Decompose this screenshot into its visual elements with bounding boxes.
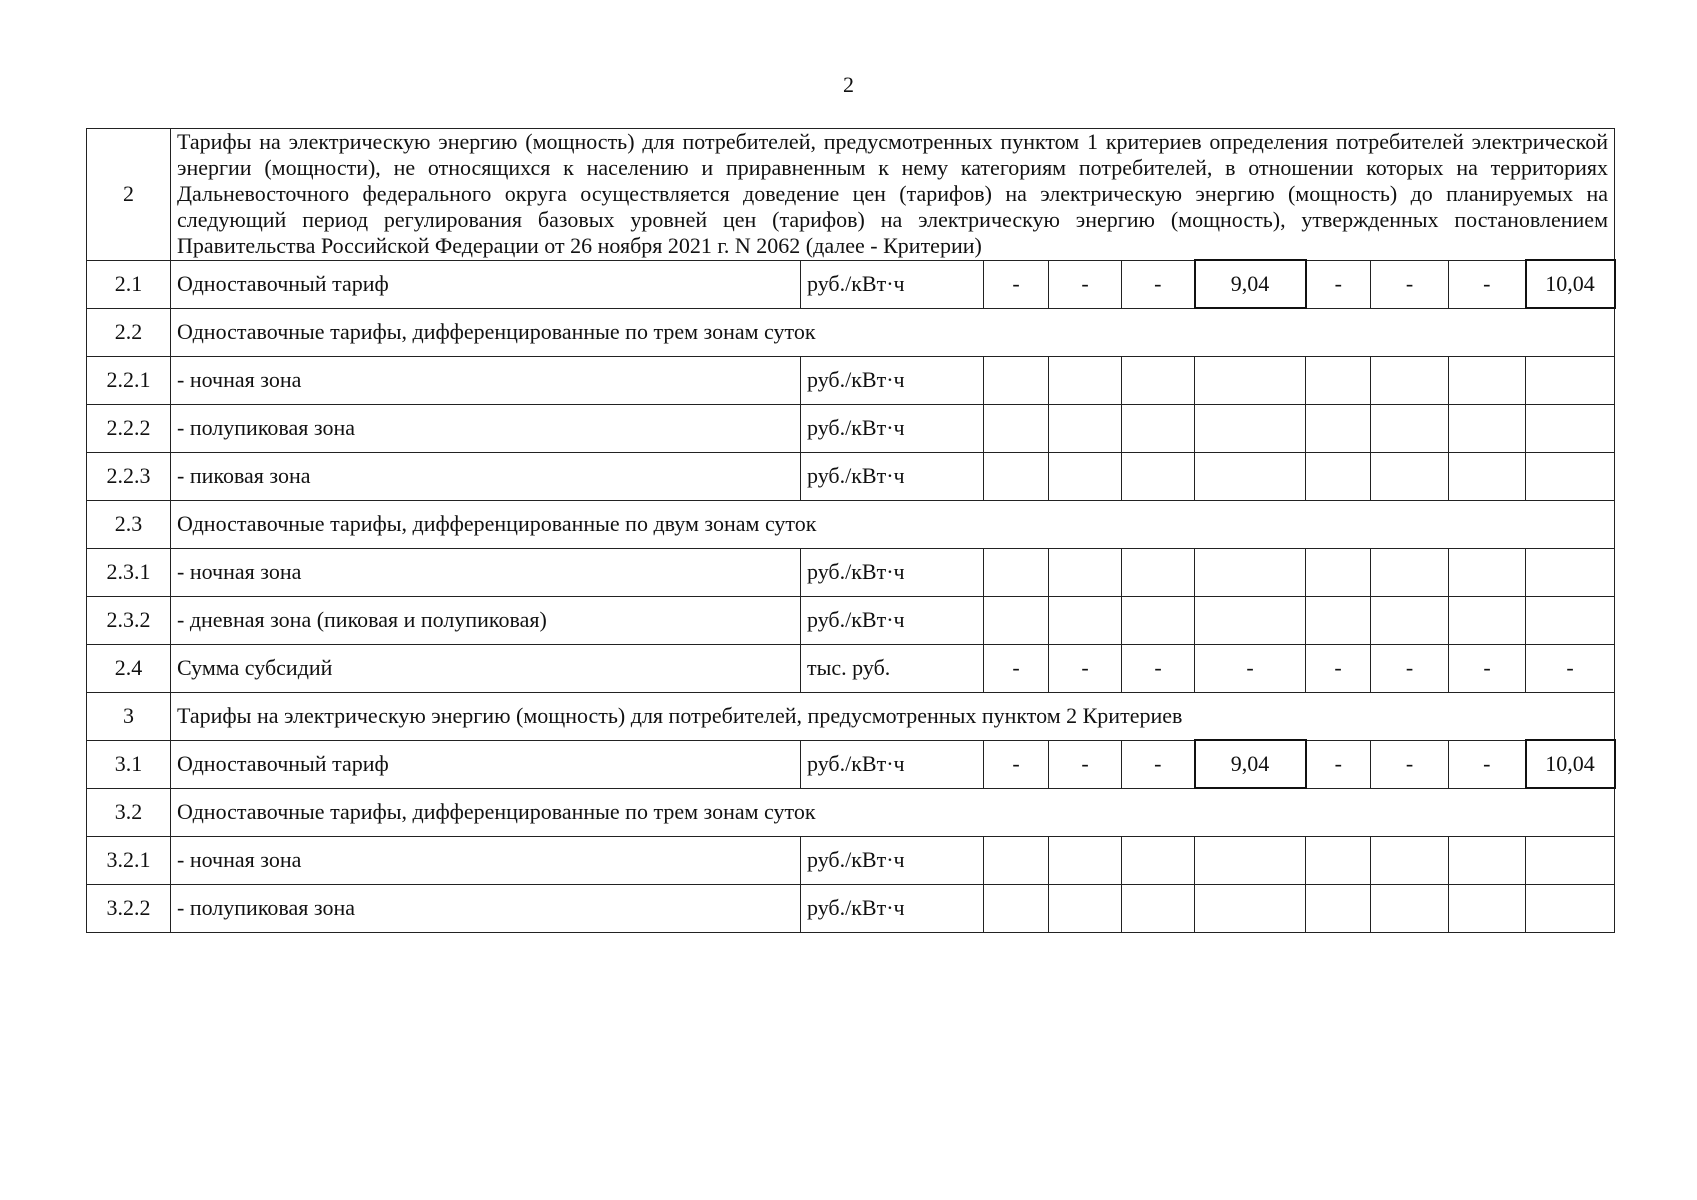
row-number: 2.2.1 [87,356,171,404]
section-heading: Одноставочные тарифы, дифференцированные по двум зонам суток [171,500,1615,548]
table-row [87,260,1615,308]
value-cell [1049,452,1122,500]
page-number: 2 [843,72,854,97]
unit-cell: руб./кВт·ч [801,260,984,308]
value-cell: - [1371,644,1449,692]
value-cell [1122,356,1195,404]
table-row [87,884,1615,932]
tariff-table-body [87,129,1615,933]
value-cell [1306,836,1371,884]
unit-cell: руб./кВт·ч [801,452,984,500]
value-cell [1526,548,1615,596]
value-cell [984,884,1049,932]
value-cell [1526,452,1615,500]
table-row [87,452,1615,500]
table-row [87,596,1615,644]
value-cell [1122,836,1195,884]
value-cell [1526,356,1615,404]
value-cell [1449,452,1526,500]
value-cell [1371,884,1449,932]
value-cell: 10,04 [1526,740,1615,788]
value-cell [1449,356,1526,404]
value-cell: - [1306,260,1371,308]
value-cell: - [1049,260,1122,308]
unit-cell: руб./кВт·ч [801,740,984,788]
table-header-row [87,129,1615,261]
row-number: 3.2.2 [87,884,171,932]
unit-cell: руб./кВт·ч [801,548,984,596]
row-number: 3 [87,692,171,740]
row-number: 3.2.1 [87,836,171,884]
value-cell [1049,884,1122,932]
value-cell: - [1122,644,1195,692]
value-cell [1122,548,1195,596]
value-cell [1526,884,1615,932]
tariff-name: - ночная зона [171,548,801,596]
unit-cell: руб./кВт·ч [801,356,984,404]
value-cell [1049,404,1122,452]
tariff-name: - пиковая зона [171,452,801,500]
table-row [87,836,1615,884]
value-cell [1122,596,1195,644]
row-number: 2.2 [87,308,171,356]
value-cell: - [984,260,1049,308]
tariff-name: Одноставочный тариф [171,260,801,308]
group-heading: Тарифы на электрическую энергию (мощность) для потребителей, предусмотренных пунктом 1 критериев определения потребителей электрической энергии (мощности), не относящихся к населению и приравненным к нему категориям потребителей, в отношении которых на территориях Дальневосточного федерального округа осуществляется доведение цен (тарифов) на электрическую энергию (мощность) до планируемых на следующий период регулирования базовых уровней цен (тарифов) на электрическую энергию (мощность), утвержденных постановлением Правительства Российской Федерации от 26 ноября 2021 г. N 2062 (далее - Критерии) [171,129,1615,261]
value-cell [1306,356,1371,404]
tariff-name: Сумма субсидий [171,644,801,692]
value-cell [984,836,1049,884]
value-cell: - [1306,644,1371,692]
table-row [87,740,1615,788]
value-cell [1195,596,1306,644]
row-number: 2.1 [87,260,171,308]
tariff-name: - дневная зона (пиковая и полупиковая) [171,596,801,644]
value-cell [1122,404,1195,452]
value-cell [1049,548,1122,596]
value-cell: - [984,644,1049,692]
value-cell: - [1371,740,1449,788]
value-cell [1371,404,1449,452]
section-heading: Тарифы на электрическую энергию (мощность) для потребителей, предусмотренных пунктом 2 Критериев [171,692,1615,740]
value-cell [1195,836,1306,884]
unit-cell: руб./кВт·ч [801,884,984,932]
row-number: 2.3.2 [87,596,171,644]
tariff-name: - полупиковая зона [171,884,801,932]
value-cell [1195,884,1306,932]
value-cell [1449,836,1526,884]
value-cell [984,404,1049,452]
value-cell: - [1371,260,1449,308]
table-section-row [87,788,1615,836]
value-cell [1306,596,1371,644]
value-cell: - [1122,260,1195,308]
tariff-table [86,128,1616,933]
value-cell: - [1049,740,1122,788]
value-cell [1049,836,1122,884]
value-cell [1195,548,1306,596]
value-cell [1371,452,1449,500]
value-cell [1195,404,1306,452]
value-cell [1371,596,1449,644]
row-number: 2 [87,129,171,261]
value-cell [1449,884,1526,932]
value-cell [1195,452,1306,500]
tariff-name: Одноставочный тариф [171,740,801,788]
value-cell: 9,04 [1195,260,1306,308]
row-number: 2.3.1 [87,548,171,596]
value-cell: - [1449,644,1526,692]
table-row [87,548,1615,596]
value-cell: - [984,740,1049,788]
row-number: 2.3 [87,500,171,548]
table-row [87,404,1615,452]
value-cell [1049,596,1122,644]
section-heading: Одноставочные тарифы, дифференцированные по трем зонам суток [171,308,1615,356]
value-cell: - [1306,740,1371,788]
value-cell [1449,404,1526,452]
value-cell [984,452,1049,500]
table-row [87,644,1615,692]
unit-cell: тыс. руб. [801,644,984,692]
value-cell [1526,404,1615,452]
tariff-name: - полупиковая зона [171,404,801,452]
tariff-name: - ночная зона [171,356,801,404]
value-cell [1122,884,1195,932]
value-cell: - [1526,644,1615,692]
table-section-row [87,308,1615,356]
value-cell [1049,356,1122,404]
value-cell [1306,884,1371,932]
value-cell [984,596,1049,644]
unit-cell: руб./кВт·ч [801,836,984,884]
section-heading: Одноставочные тарифы, дифференцированные по трем зонам суток [171,788,1615,836]
value-cell: - [1195,644,1306,692]
value-cell [1371,836,1449,884]
value-cell [1306,548,1371,596]
value-cell: 9,04 [1195,740,1306,788]
value-cell [1306,452,1371,500]
row-number: 2.2.2 [87,404,171,452]
tariff-name: - ночная зона [171,836,801,884]
value-cell [1449,548,1526,596]
value-cell [1195,356,1306,404]
value-cell [1306,404,1371,452]
value-cell: - [1049,644,1122,692]
value-cell [1371,548,1449,596]
value-cell [1526,596,1615,644]
row-number: 3.2 [87,788,171,836]
table-section-row [87,500,1615,548]
value-cell [984,548,1049,596]
table-section-row [87,692,1615,740]
value-cell: - [1449,740,1526,788]
value-cell: - [1122,740,1195,788]
row-number: 2.4 [87,644,171,692]
value-cell: - [1449,260,1526,308]
value-cell: 10,04 [1526,260,1615,308]
table-row [87,356,1615,404]
row-number: 3.1 [87,740,171,788]
value-cell [1449,596,1526,644]
value-cell [1371,356,1449,404]
value-cell [984,356,1049,404]
row-number: 2.2.3 [87,452,171,500]
value-cell [1122,452,1195,500]
value-cell [1526,836,1615,884]
unit-cell: руб./кВт·ч [801,404,984,452]
unit-cell: руб./кВт·ч [801,596,984,644]
